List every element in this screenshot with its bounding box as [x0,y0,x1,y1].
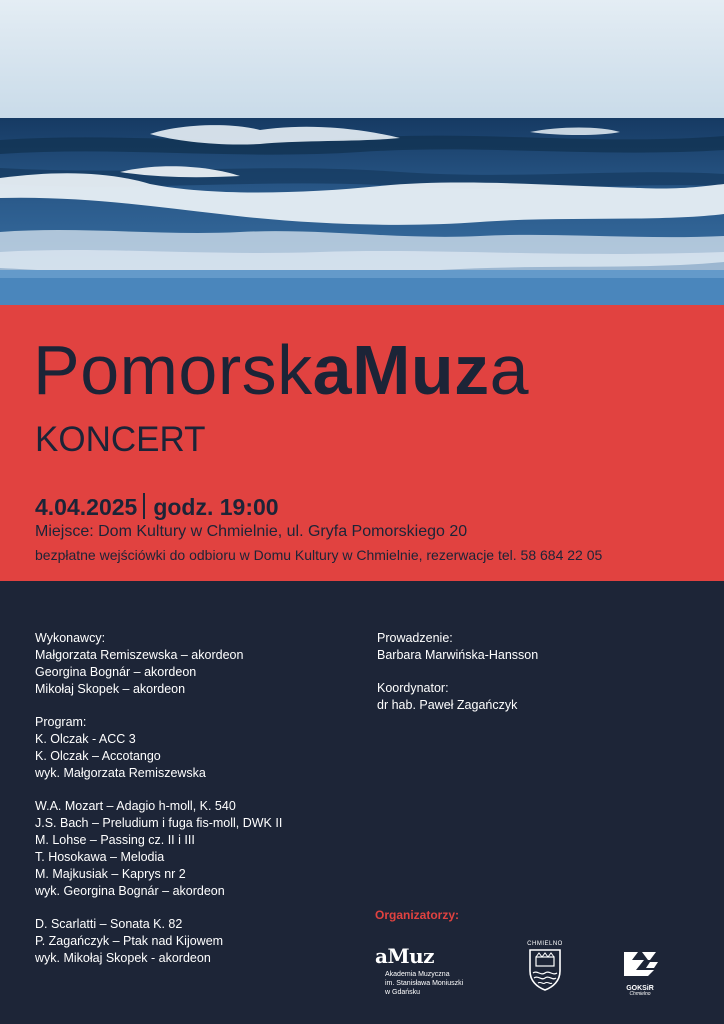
program-block-3 [35,916,355,967]
program-column [35,630,355,983]
host-block [377,630,697,664]
goksir-logo-icon [615,948,665,997]
date-separator [143,493,145,519]
event-time: godz. 19:00 [153,494,279,520]
program-heading: Program: [35,715,87,729]
goksir-caption: GOKSiR [626,985,654,992]
program-line: wyk. Mikołaj Skopek - akordeon [35,951,211,965]
credits-column [377,630,697,730]
title-part-1: Pomorsk [33,331,313,409]
amuz-logo-line: w Gdańsku [385,989,421,996]
host-heading: Prowadzenie: [377,631,453,645]
coordinator-name: dr hab. Paweł Zagańczyk [377,698,518,712]
header-band [0,305,724,581]
event-venue: Miejsce: Dom Kultury w Chmielnie, ul. Gryfa Pomorskiego 20 [35,523,468,540]
sea-photo [0,0,724,305]
program-line: W.A. Mozart – Adagio h-moll, K. 540 [35,799,236,813]
host-name: Barbara Marwińska-Hansson [377,648,539,662]
program-block-2 [35,798,355,900]
title-part-3: a [489,331,530,409]
program-block-1 [35,714,355,782]
program-line: wyk. Georgina Bognár – akordeon [35,884,225,898]
performer-line: Georgina Bognár – akordeon [35,665,197,679]
program-line: K. Olczak - ACC 3 [35,732,136,746]
performers-block [35,630,355,698]
amuz-logo-line: im. Stanisława Moniuszki [385,980,464,987]
program-line: T. Hosokawa – Melodia [35,850,165,864]
program-line: K. Olczak – Accotango [35,749,161,763]
amuz-logo [375,946,495,997]
chmielno-caption: CHMIELNO [527,941,563,947]
coordinator-block [377,680,697,714]
coordinator-heading: Koordynator: [377,681,449,695]
program-line: P. Zagańczyk – Ptak nad Kijowem [35,934,224,948]
goksir-mark-icon [620,948,660,978]
performers-heading: Wykonawcy: [35,631,106,645]
amuz-logo-text [375,970,495,997]
title-part-2: aMuz [312,331,490,409]
amuz-logo-mark: aMuz [375,944,434,968]
program-line: D. Scarlatti – Sonata K. 82 [35,917,183,931]
crest-shield-icon [527,947,563,991]
ticket-info: bezpłatne wejściówki do odbioru w Domu Kultury w Chmielnie, rezerwacje tel. 58 684 22 05 [35,547,603,563]
event-date: 4.04.2025 [35,494,138,520]
event-subtitle: KONCERT [35,420,206,459]
performer-line: Małgorzata Remiszewska – akordeon [35,648,244,662]
date-time [35,493,279,519]
performer-line: Mikołaj Skopek – akordeon [35,682,186,696]
chmielno-crest-icon [523,941,567,996]
goksir-subcaption: Chmielno [629,991,651,997]
amuz-logo-line: Akademia Muzyczna [385,971,450,978]
program-line: wyk. Małgorzata Remiszewska [35,766,206,780]
event-title [33,331,530,409]
program-line: M. Majkusiak – Kaprys nr 2 [35,867,186,881]
program-line: M. Lohse – Passing cz. II i III [35,833,195,847]
organizers-label: Organizatorzy: [375,908,460,922]
program-line: J.S. Bach – Preludium i fuga fis-moll, DWK II [35,816,283,830]
details-band [0,581,724,1024]
